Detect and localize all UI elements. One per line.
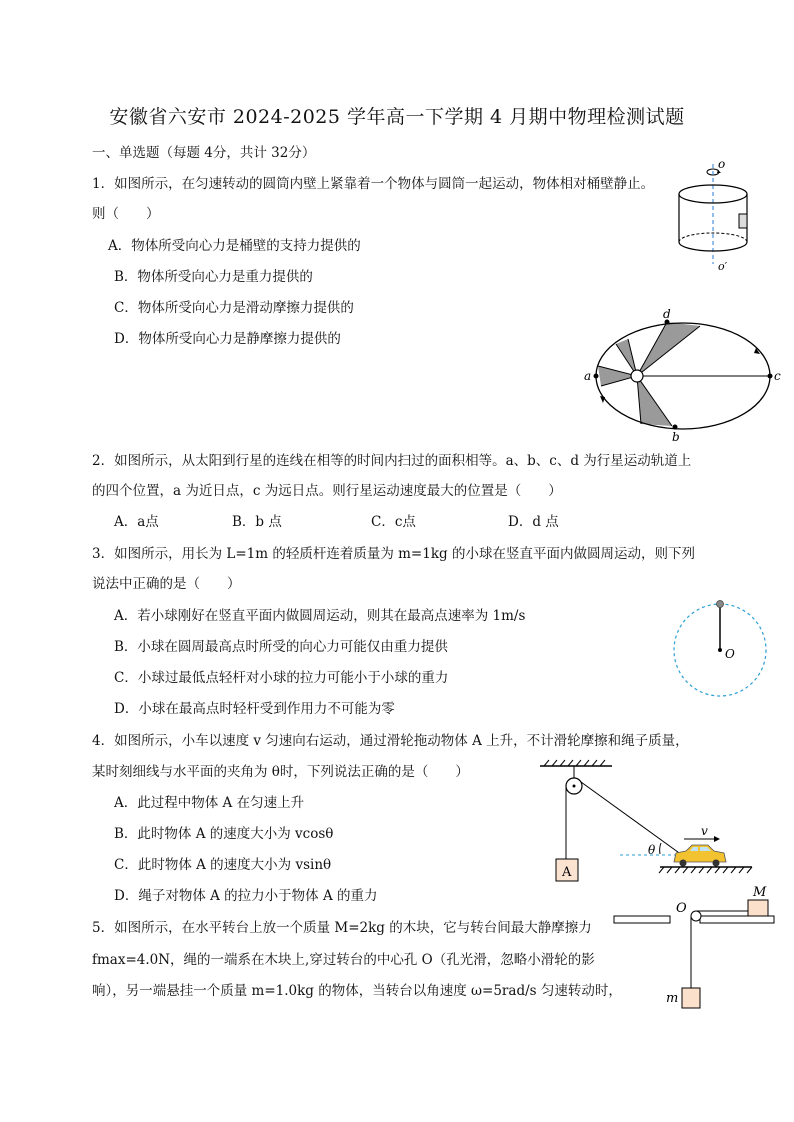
- label-m: m: [666, 991, 679, 1006]
- q4-stem-line2: 某时刻细线与水平面的夹角为 θ时，下列说法正确的是（ ）: [92, 764, 469, 780]
- q2-orbit-figure: [578, 306, 788, 446]
- q2-stem-line1: 2．如图所示，从太阳到行星的连线在相等的时间内扫过的面积相等。a、b、c、d 为行星运动轨道上: [92, 453, 692, 469]
- small-pulley-icon: [691, 911, 701, 921]
- q2-option-b: B．b 点: [232, 514, 282, 530]
- ball: [717, 601, 724, 608]
- q1-option-a: A．物体所受向心力是桶壁的支持力提供的: [108, 238, 361, 254]
- q1-stem-line1: 1．如图所示，在匀速转动的圆筒内壁上紧靠着一个物体与圆筒一起运动，物体相对桶壁静止。: [92, 176, 655, 192]
- q2-option-d: D．d 点: [508, 514, 559, 530]
- q3-stem-line2: 说法中正确的是（ ）: [92, 576, 241, 592]
- q1-option-b: B．物体所受向心力是重力提供的: [114, 269, 313, 285]
- q1-option-c: C．物体所受向心力是滑动摩擦力提供的: [114, 300, 354, 316]
- q4-option-b: B．此时物体 A 的速度大小为 vcosθ: [114, 826, 334, 842]
- label-theta: θ: [648, 843, 656, 857]
- section-heading: 一、单选题（每题 4分，共计 32分）: [92, 145, 316, 161]
- q5-stem-line3: 响），另一端悬挂一个质量 m=1.0kg 的物体，当转台以角速度 ω=5rad/s 匀速转动时，: [92, 983, 622, 999]
- center-point: [718, 648, 722, 652]
- q1-cylinder-figure: [670, 156, 760, 276]
- q2-option-a: A．a点: [114, 514, 159, 530]
- label-o: O: [725, 647, 735, 661]
- sun-icon: [631, 370, 643, 382]
- q1-option-d: D．物体所受向心力是静摩擦力提供的: [114, 331, 341, 347]
- q1-stem-line2: 则（ ）: [92, 206, 160, 222]
- turntable-right: [700, 916, 774, 923]
- q3-option-d: D．小球在最高点时轻杆受到作用力不可能为零: [114, 701, 395, 717]
- label-block-a: A: [562, 865, 572, 880]
- object-block: [739, 214, 747, 228]
- q4-pulley-figure: [536, 756, 756, 886]
- q5-turntable-figure: [612, 878, 782, 1018]
- turntable-left: [614, 916, 670, 923]
- label-c: c: [774, 369, 781, 383]
- q3-option-a: A．若小球刚好在竖直平面内做圆周运动，则其在最高点速率为 1m/s: [114, 608, 526, 624]
- q3-option-c: C．小球过最低点轻杆对小球的拉力可能小于小球的重力: [114, 670, 449, 686]
- label-O: O: [676, 901, 687, 916]
- q3-option-b: B．小球在圆周最高点时所受的向心力可能仅由重力提供: [114, 639, 448, 655]
- block-M: [748, 900, 768, 916]
- q2-option-c: C．c点: [371, 514, 416, 530]
- block-m: [682, 988, 700, 1008]
- page-title: 安徽省六安市 2024-2025 学年高一下学期 4 月期中物理检测试题: [109, 106, 685, 128]
- label-d: d: [663, 307, 671, 321]
- car-icon: [674, 845, 726, 867]
- q4-option-d: D．绳子对物体 A 的拉力小于物体 A 的重力: [114, 888, 378, 904]
- q2-stem-line2: 的四个位置，a 为近日点，c 为远日点。则行星运动速度最大的位置是（ ）: [92, 483, 562, 499]
- rope-slanted: [581, 782, 682, 855]
- label-v: v: [701, 824, 708, 838]
- label-o-bottom: o′: [718, 260, 728, 273]
- label-o-top: o: [718, 157, 726, 171]
- q4-option-c: C．此时物体 A 的速度大小为 vsinθ: [114, 857, 332, 873]
- q3-circle-figure: [668, 596, 772, 700]
- q4-stem-line1: 4．如图所示，小车以速度 v 匀速向右运动，通过滑轮拖动物体 A 上升，不计滑轮摩擦和绳子质量，: [92, 733, 689, 749]
- q4-option-a: A．此过程中物体 A 在匀速上升: [114, 795, 305, 811]
- label-b: b: [672, 430, 680, 444]
- q5-stem-line2: fmax=4.0N，绳的一端系在木块上,穿过转台的中心孔 O（孔光滑，忽略小滑轮的影: [92, 952, 595, 968]
- label-M: M: [753, 885, 767, 900]
- q3-stem-line1: 3．如图所示，用长为 L=1m 的轻质杆连着质量为 m=1kg 的小球在竖直平面内做圆周运动，则下列: [92, 546, 695, 562]
- q5-stem-line1: 5．如图所示，在水平转台上放一个质量 M=2kg 的木块，它与转台间最大静摩擦力: [92, 920, 592, 936]
- label-a: a: [584, 369, 592, 383]
